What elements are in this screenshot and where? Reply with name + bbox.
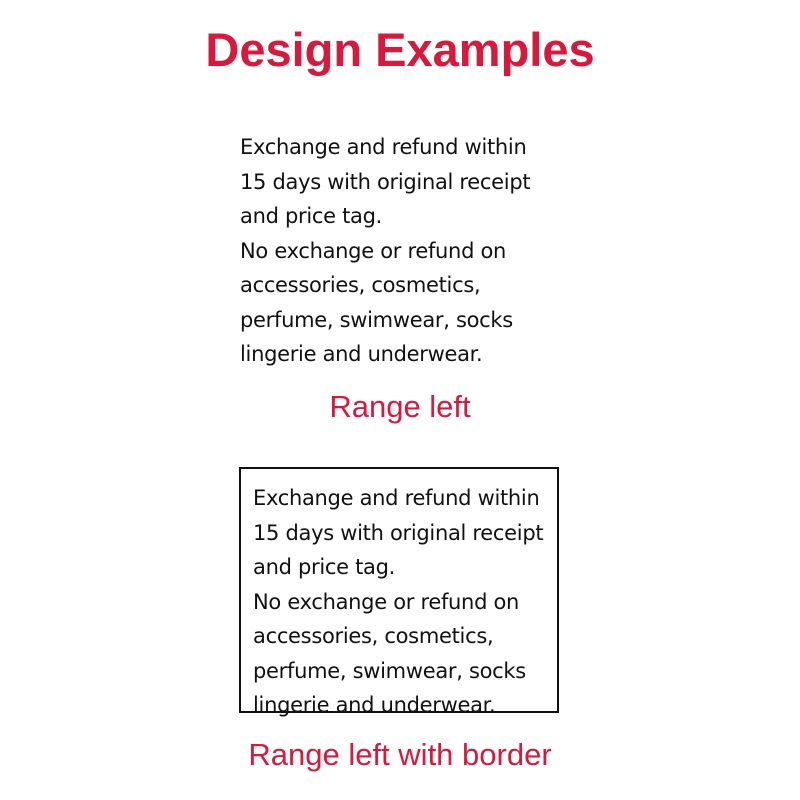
- policy-line: 15 days with original receipt: [240, 169, 531, 194]
- policy-line: and price tag.: [253, 555, 396, 579]
- policy-line: No exchange or refund on: [240, 238, 507, 263]
- page-title: Design Examples: [205, 23, 595, 76]
- policy-line: accessories, cosmetics,: [253, 624, 494, 648]
- policy-line: perfume, swimwear, socks: [253, 658, 526, 683]
- policy-line: lingerie and underwear.: [240, 342, 483, 366]
- policy-line: and price tag.: [240, 204, 383, 228]
- policy-line: perfume, swimwear, socks: [240, 307, 513, 332]
- policy-line: Exchange and refund within: [240, 135, 527, 159]
- policy-line: 15 days with original receipt: [253, 520, 544, 545]
- range-left-border-caption: Range left with border: [248, 737, 552, 772]
- policy-line: No exchange or refund on: [253, 589, 520, 614]
- policy-line: Exchange and refund within: [253, 486, 540, 510]
- policy-line: lingerie and underwear.: [253, 693, 496, 717]
- policy-line: accessories, cosmetics,: [240, 273, 481, 297]
- range-left-bordered-example: [239, 467, 559, 717]
- range-left-caption: Range left: [329, 389, 471, 424]
- range-left-example: [240, 130, 530, 372]
